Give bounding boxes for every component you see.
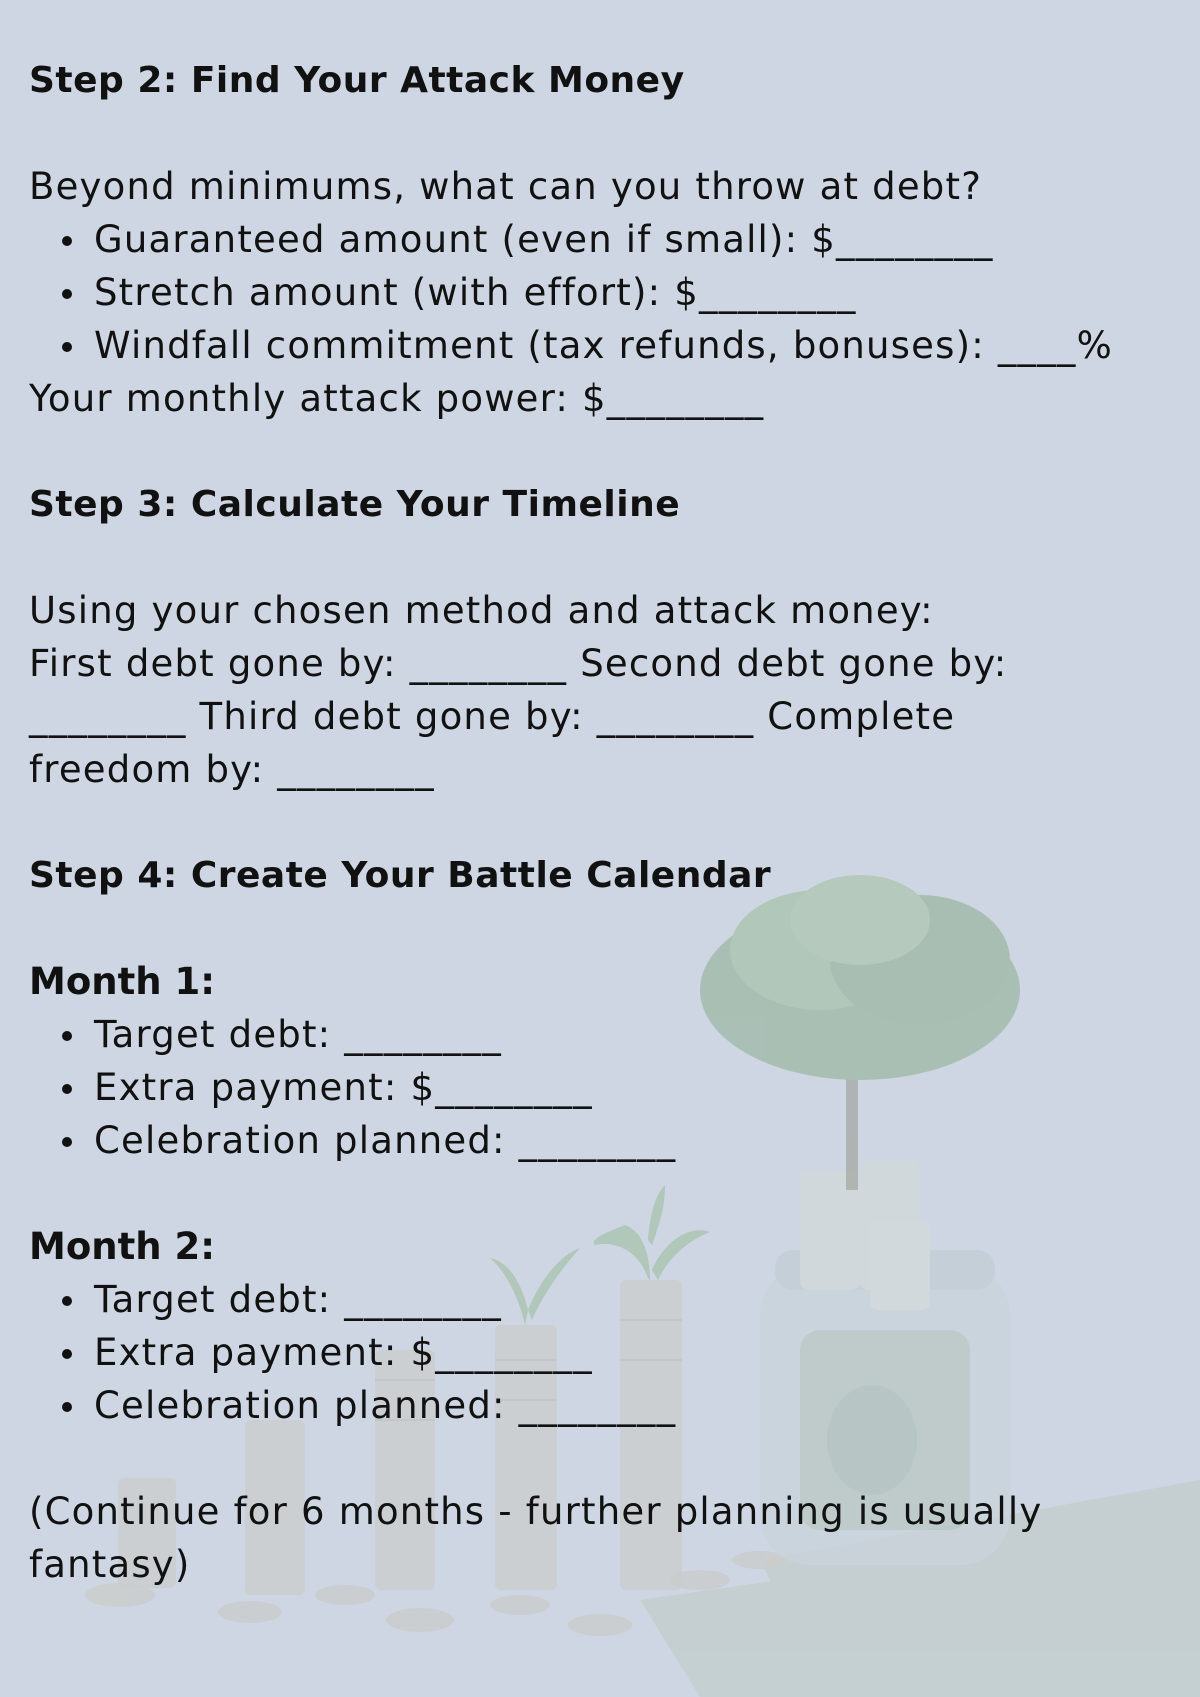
- month-1-label: Month 1:: [29, 960, 216, 1003]
- list-item: Windfall commitment (tax refunds, bonuses): ____%: [29, 319, 1189, 372]
- step2-intro: Beyond minimums, what can you throw at debt?: [29, 165, 983, 208]
- list-item: Celebration planned: ________: [29, 1379, 1189, 1432]
- document-content: [29, 54, 1189, 1591]
- list-item: Extra payment: $________: [29, 1326, 1189, 1379]
- month-1-list: [29, 1008, 1189, 1167]
- step4-heading: Step 4: Create Your Battle Calendar: [29, 855, 772, 896]
- month-2-list: [29, 1273, 1189, 1432]
- step3-intro: Using your chosen method and attack money:: [29, 589, 934, 632]
- spacer: [29, 1167, 1189, 1220]
- list-item: Extra payment: $________: [29, 1061, 1189, 1114]
- list-item: Target debt: ________: [29, 1273, 1189, 1326]
- list-item: Target debt: ________: [29, 1008, 1189, 1061]
- step4-note: (Continue for 6 months - further planning is usually fantasy): [29, 1490, 1056, 1586]
- list-item: Guaranteed amount (even if small): $________: [29, 213, 1189, 266]
- list-item: Celebration planned: ________: [29, 1114, 1189, 1167]
- step2-heading: Step 2: Find Your Attack Money: [29, 60, 685, 101]
- step2-list: [29, 213, 1189, 372]
- step3-line: freedom by: ________: [29, 748, 435, 791]
- step2-summary: Your monthly attack power: $________: [29, 377, 765, 420]
- spacer: [29, 531, 1189, 584]
- spacer: [29, 107, 1189, 160]
- list-item: Stretch amount (with effort): $________: [29, 266, 1189, 319]
- step3-line: First debt gone by: ________ Second debt gone by:: [29, 642, 1008, 685]
- spacer: [29, 425, 1189, 478]
- spacer: [29, 796, 1189, 849]
- spacer: [29, 1432, 1189, 1485]
- step3-heading: Step 3: Calculate Your Timeline: [29, 484, 681, 525]
- spacer: [29, 902, 1189, 955]
- month-2-label: Month 2:: [29, 1225, 216, 1268]
- step3-line: ________ Third debt gone by: ________ Complete: [29, 695, 956, 738]
